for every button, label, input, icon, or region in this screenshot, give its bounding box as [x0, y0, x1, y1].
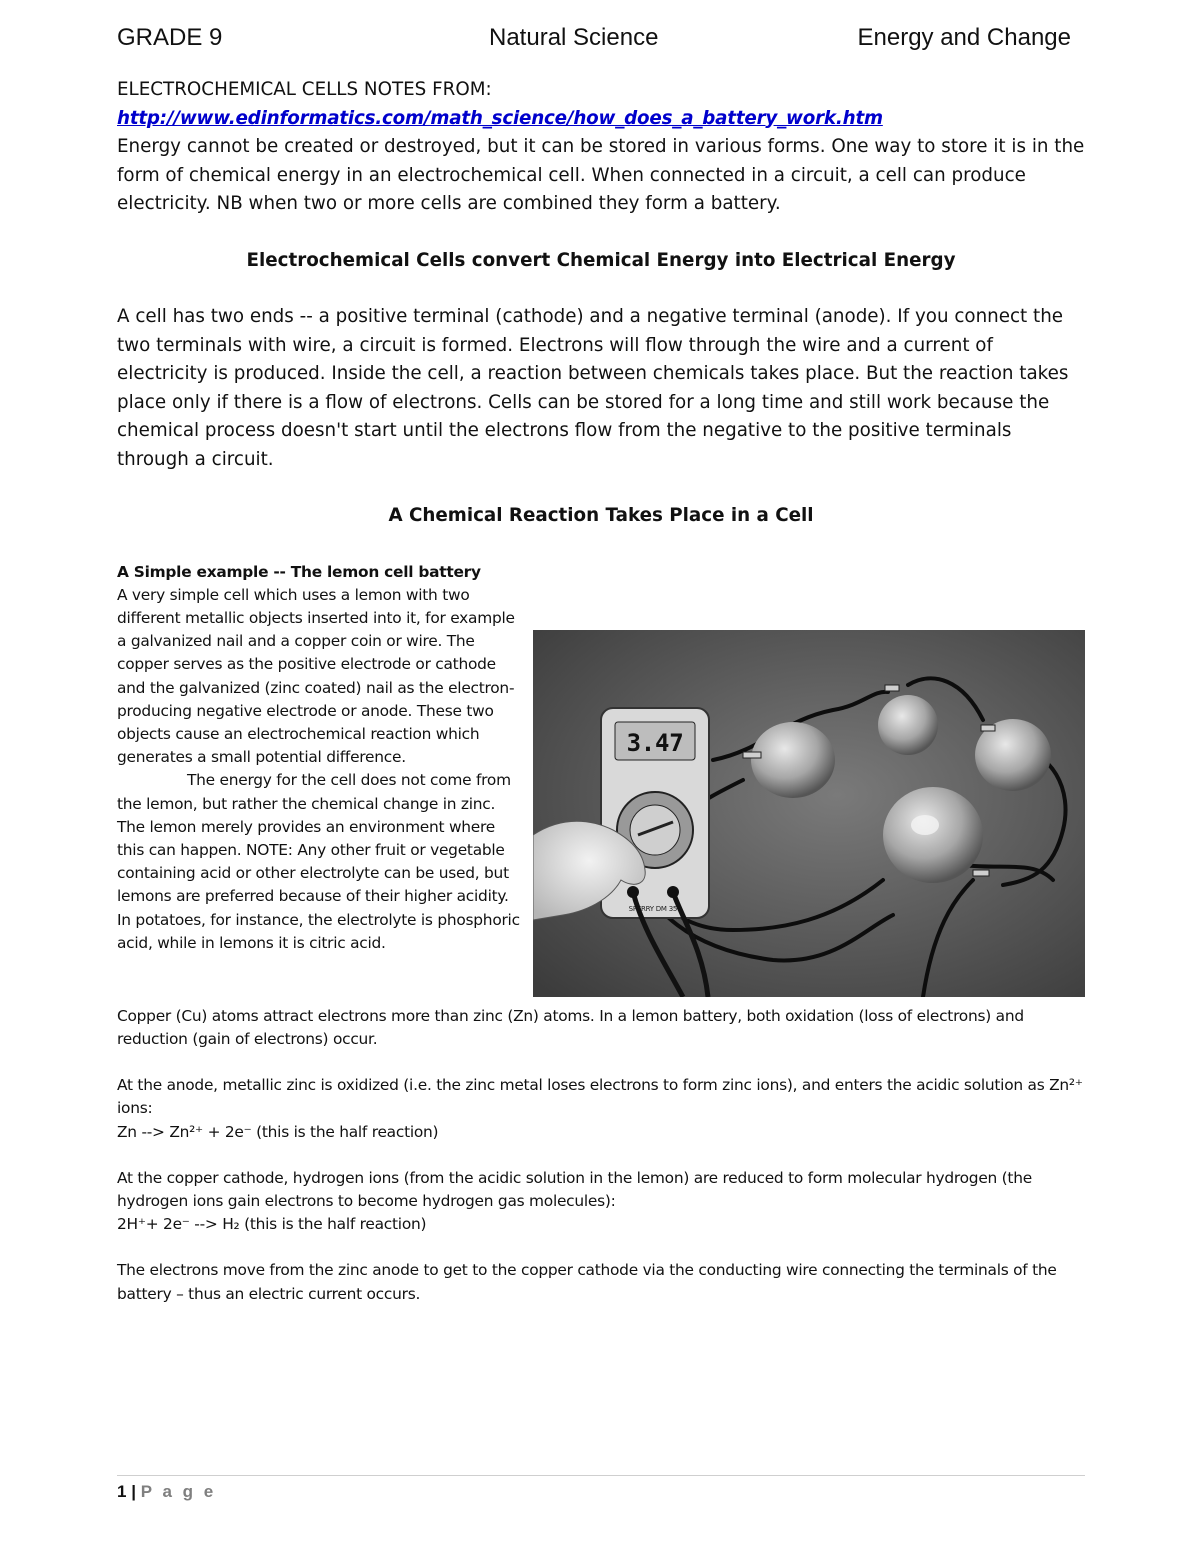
page-header	[117, 24, 1085, 58]
lemon-para2: The energy for the cell does not come from the lemon, but rather the chemical change in zinc. The lemon merely provides an environment where this can happen. NOTE: Any other fruit or vegetable containing acid or other electrolyte can be used, but lemons are preferred because of their higher acidity. In potatoes, for instance, the electrolyte is phosphoric acid, while in lemons it is citric acid.	[117, 771, 520, 952]
section1-paragraph: A cell has two ends -- a positive terminal (cathode) and a negative terminal (anode). If you connect the two terminals with wire, a circuit is formed. Electrons will flow through the wire and a current of electricity is produced. Inside the cell, a reaction between chemicals takes place. But the reaction takes place only if there is a flow of electrons. Cells can be stored for a long time and still work because the chemical process doesn't start until the electrons flow from the negative to the positive terminals through a circuit.	[117, 306, 1069, 470]
cathode-equation: 2H⁺+ 2e⁻ --> H₂ (this is the half reaction)	[117, 1215, 427, 1234]
current-paragraph: The electrons move from the zinc anode to get to the copper cathode via the conducting wire connecting the terminals of the battery – thus an electric current occurs.	[117, 1261, 1057, 1303]
header-topic: Energy and Change	[857, 24, 1071, 51]
notes-title: ELECTROCHEMICAL CELLS NOTES FROM:	[117, 79, 492, 100]
lemon-subheading: A Simple example -- The lemon cell battery	[117, 562, 481, 581]
meter-brand: SPERRY DM 350	[628, 904, 682, 913]
page-content	[117, 76, 1085, 1306]
cathode-paragraph: At the copper cathode, hydrogen ions (from the acidic solution in the lemon) are reduced to form molecular hydrogen (the hydrogen ions gain electrons to become hydrogen gas molecules):	[117, 1168, 1032, 1210]
anode-equation: Zn --> Zn²⁺ + 2e⁻ (this is the half reaction)	[117, 1122, 439, 1141]
footer-divider	[117, 1475, 1085, 1476]
header-grade: GRADE 9	[117, 24, 223, 51]
meter-reading: 3.47	[626, 728, 684, 757]
page-number: 1	[117, 1482, 127, 1501]
header-subject: Natural Science	[489, 24, 659, 51]
section2-heading: A Chemical Reaction Takes Place in a Cell	[388, 505, 814, 526]
footer-separator: |	[131, 1482, 136, 1501]
source-link[interactable]: http://www.edinformatics.com/math_science/how_does_a_battery_work.htm	[117, 107, 883, 129]
lemon-battery-photo	[533, 630, 1085, 997]
section1-heading: Electrochemical Cells convert Chemical Energy into Electrical Energy	[246, 249, 956, 271]
intro-paragraph: Energy cannot be created or destroyed, but it can be stored in various forms. One way to store it is in the form of chemical energy in an electrochemical cell. When connected in a circuit, a cell can produce electricity. NB when two or more cells are combined they form a battery.	[117, 136, 1085, 214]
anode-paragraph: At the anode, metallic zinc is oxidized (i.e. the zinc metal loses electrons to form zinc ions), and enters the acidic solution as Zn²⁺ ions:	[117, 1076, 1083, 1118]
page-label: P a g e	[140, 1482, 217, 1501]
page-footer	[117, 1482, 216, 1502]
lemon-para1: A very simple cell which uses a lemon with two different metallic objects inserted into it, for example a galvanized nail and a copper coin or wire. The copper serves as the positive electrode or cathode and the galvanized (zinc coated) nail as the electron-producing negative electrode or anode. These two objects cause an electrochemical reaction which generates a small potential difference.	[117, 585, 515, 767]
oxidation-paragraph: Copper (Cu) atoms attract electrons more than zinc (Zn) atoms. In a lemon battery, both oxidation (loss of electrons) and reduction (gain of electrons) occur.	[117, 1006, 1024, 1048]
